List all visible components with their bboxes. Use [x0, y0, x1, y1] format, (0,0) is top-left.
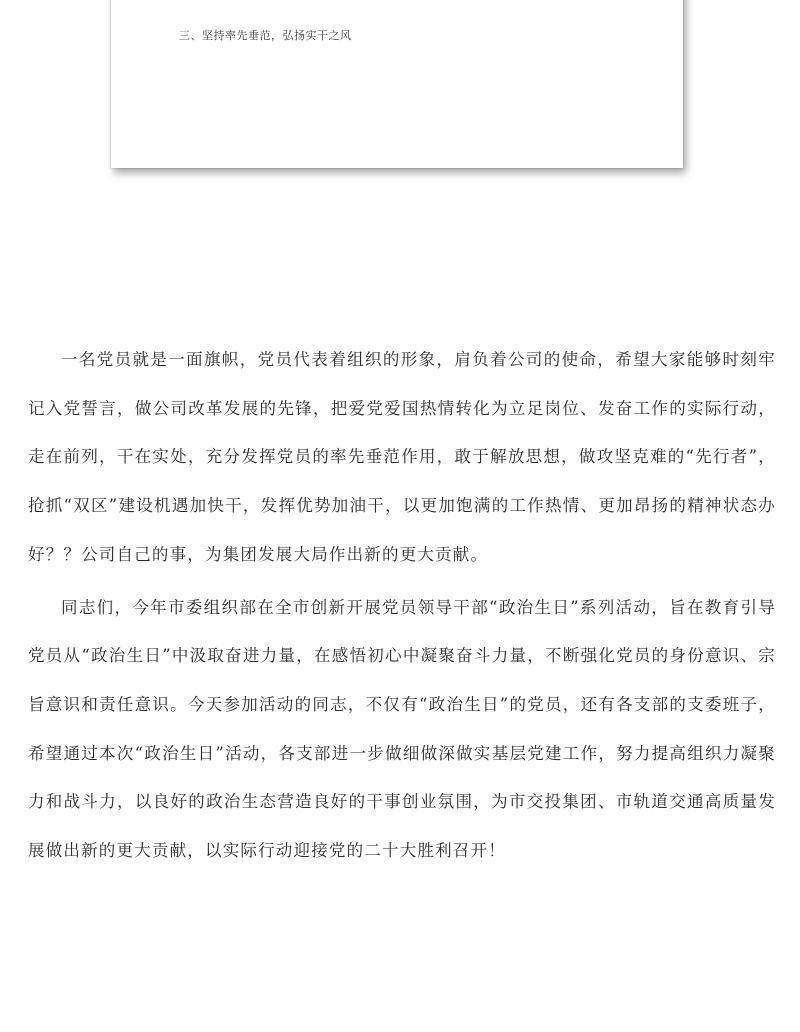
body-paragraph-2: 同志们，今年市委组织部在全市创新开展党员领导干部“政治生日”系列活动，旨在教育引导党员从“政治生日”中汲取奋进力量，在感悟初心中凝聚奋斗力量，不断强化党员的身份意识、宗旨意识和责任意识。今天参加活动的同志，不仅有“政治生日”的党员，还有各支部的支委班子，希望通过本次“政治生日”活动，各支部进一步做细做深做实基层党建工作，努力提高组织力凝聚力和战斗力，以良好的政治生态营造良好的干事创业氛围，为市交投集团、市轨道交通高质量发展做出新的更大贡献，以实际行动迎接党的二十大胜利召开！ — [28, 597, 776, 861]
card-heading-three: 三、坚持率先垂范，弘扬实干之风 — [179, 29, 352, 42]
body-paragraph-1: 一名党员就是一面旗帜，党员代表着组织的形象，肩负着公司的使命，希望大家能够时刻牢记入党誓言，做公司改革发展的先锋，把爱党爱国热情转化为立足岗位、发奋工作的实际行动，走在前列，干在实处，充分发挥党员的率先垂范作用，敢于解放思想，做攻坚克难的“先行者”，抢抓“双区”建设机遇加快干，发挥优势加油干，以更加饱满的工作热情、更加昂扬的精神状态办好？？公司自己的事，为集团发展大局作出新的更大贡献。 — [28, 350, 776, 564]
document-body — [28, 336, 776, 876]
document-preview-card — [111, 0, 683, 168]
